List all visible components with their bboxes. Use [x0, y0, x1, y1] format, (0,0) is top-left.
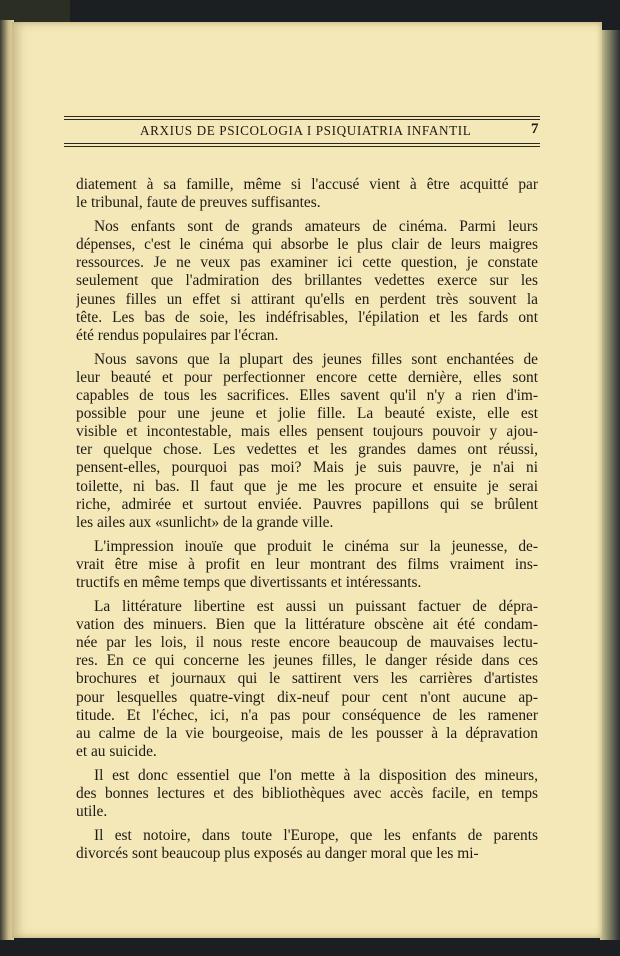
journal-title: ARXIUS DE PSICOLOGIA I PSIQUIATRIA INFANTIL: [140, 123, 472, 138]
text-line: utile.: [76, 803, 108, 821]
text-line: leur beauté et pour perfectionner encore cette dernière, elles sont: [76, 368, 538, 386]
text-line: au calme de la vie bourgeoise, mais de les pousser à la dépravation: [76, 724, 538, 742]
paragraph: [76, 598, 538, 761]
text-line: ter quelque chose. Les vedettes et les grandes dames ont réussi,: [76, 441, 538, 459]
text-line: et au suicide.: [76, 742, 157, 760]
page-number: 7: [531, 121, 539, 137]
text-line: les ailes aux «sunlicht» de la grande ville.: [76, 513, 334, 531]
text-line: Il est donc essentiel que l'on mette à la disposition des mineurs,: [94, 766, 538, 784]
paragraph: [76, 218, 538, 345]
text-line: jeunes filles un effet si attirant qu'ells en perdent très souvent la: [76, 290, 538, 308]
text-line: pensent-elles, pourquoi pas moi? Mais je suis pauvre, je n'ai ni: [76, 459, 538, 477]
text-line: pour lesquelles quatre-vingt dix-neuf pour cent n'ont aucune ap-: [76, 688, 538, 706]
text-line: tructifs en même temps que divertissants et intéressants.: [76, 573, 422, 591]
text-line: brochures et journaux qui le sattirent vers les carrières d'artistes: [76, 670, 538, 688]
text-line: tête. Les bas de soie, les indéfrisables, l'épilation et les fards ont: [76, 308, 538, 326]
text-line: Il est notoire, dans toute l'Europe, que les enfants de parents: [94, 827, 538, 845]
header-rule-bottom-thin: [64, 146, 540, 147]
paragraph: [76, 538, 538, 592]
header-rule-bottom: [64, 143, 540, 144]
text-line: titude. Et l'échec, ici, n'a pas pour conséquence de les ramener: [76, 706, 538, 724]
text-line: toilette, ni bas. Il faut que je me les procure et ensuite je serai: [76, 477, 538, 495]
text-line: dépenses, c'est le cinéma qui absorbe le plus clair de leurs maigres: [76, 236, 538, 254]
text-line: ressources. Je ne veux pas examiner ici cette question, je constate: [76, 254, 538, 272]
text-line: vation des minuers. Bien que la littérature obscène ait été condam-: [76, 616, 538, 634]
paragraph: [76, 827, 538, 863]
text-line: res. En ce qui concerne les jeunes filles, le danger réside dans ces: [76, 652, 538, 670]
text-line: Nous savons que la plupart des jeunes filles sont enchantées de: [94, 350, 538, 368]
text-line: riche, admirée et surtout enviée. Pauvres papillons qui se brûlent: [76, 495, 538, 513]
text-line: née par les lois, il nous reste encore beaucoup de mauvaises lectu-: [76, 634, 538, 652]
body-text: [76, 176, 538, 869]
running-header: [64, 96, 540, 152]
page-stack-edge: [600, 30, 620, 940]
text-line: visible et incontestable, mais elles pensent toujours pouvoir y ajou-: [76, 423, 538, 441]
paragraph: [76, 767, 538, 821]
text-line: capables de tous les sacrifices. Elles savent qu'il n'y a rien d'im-: [76, 387, 538, 405]
text-line: possible pour une jeune et jolie fille. La beauté existe, elle est: [76, 405, 538, 423]
text-line: La littérature libertine est aussi un puissant factuer de dépra-: [94, 598, 538, 616]
text-line: divorcés sont beaucoup plus exposés au danger moral que les mi-: [76, 845, 479, 863]
paragraph: [76, 176, 538, 212]
text-line: L'impression inouïe que produit le cinéma sur la jeunesse, de-: [94, 537, 538, 555]
text-line: des bonnes lectures et des bibliothèques avec accès facile, en temps: [76, 785, 538, 802]
book-spine-top: [0, 0, 70, 22]
header-rule-top-thin: [64, 119, 540, 120]
text-line: diatement à sa famille, même si l'accusé vient à être acquitté par: [76, 176, 538, 193]
text-line: le tribunal, faute de preuves suffisantes.: [76, 194, 321, 212]
text-line: été rendus populaires par l'écran.: [76, 326, 279, 344]
header-rule-top: [64, 116, 540, 117]
text-line: seulement que l'admiration des brillantes vedettes exerce sur les: [76, 272, 538, 290]
paragraph: [76, 351, 538, 532]
text-line: Nos enfants sont de grands amateurs de cinéma. Parmi leurs: [94, 218, 538, 236]
text-line: vrait être mise à profit en leur montrant des films vraiment ins-: [76, 555, 538, 573]
